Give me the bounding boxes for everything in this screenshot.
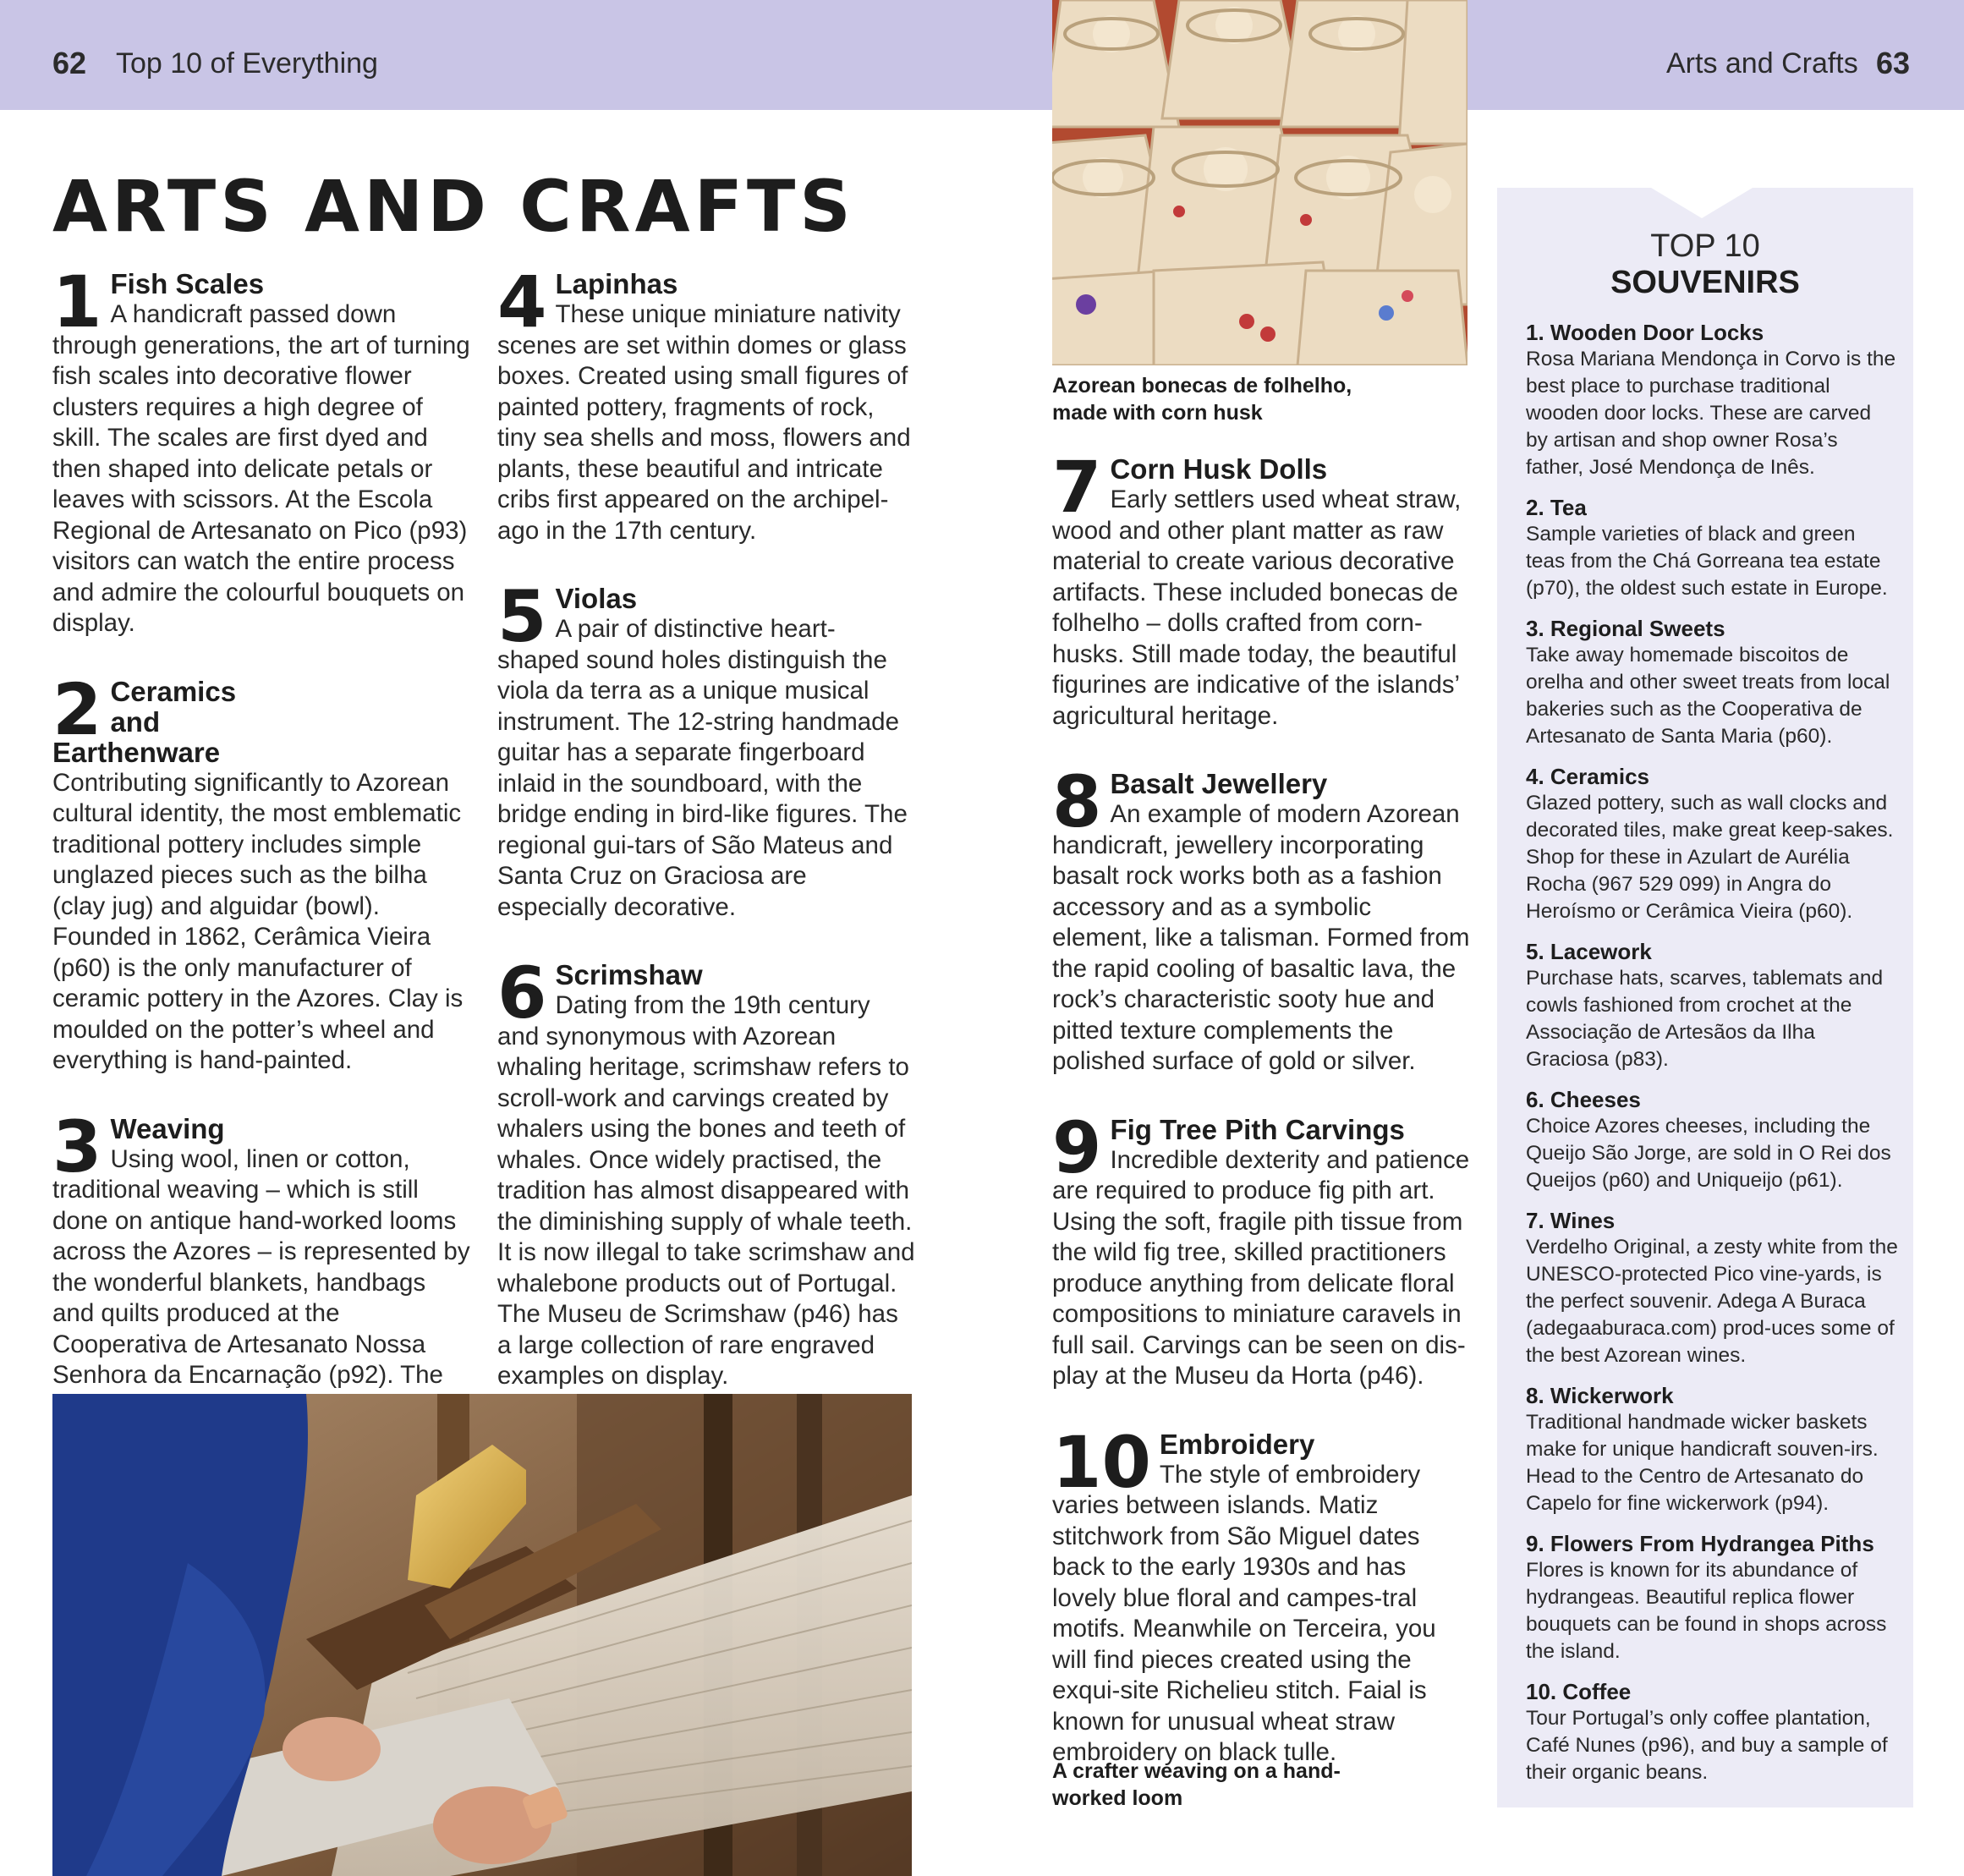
page-title: ARTS AND CRAFTS [52, 165, 855, 248]
entry-number: 8 [1052, 760, 1102, 843]
entry-title: Embroidery [1159, 1428, 1315, 1460]
entry-body: Dating from the 19th century and synonymous with Azorean whaling heritage, scrimshaw refers to scroll-work and carvings created by whalers using the bones and teeth of whales. Once widely practised, the tradition has almost disappeared with the diminishing supply of whale teeth. It is now illegal to take scrimshaw and whalebone products out of Portugal. The Museu de Scrimshaw (p46) has a large collection of rare engraved examples on display. [497, 991, 915, 1390]
loom-caption: A crafter weaving on a hand-worked loom [1052, 1759, 1341, 1810]
entry-number: 3 [52, 1105, 102, 1188]
list-item-body: Rosa Mariana Mendonça in Corvo is the best place to purchase traditional wooden door locks. These are carved by artisan and shop owner Rosa’s father, José Mendonça de Inês. [1526, 348, 1896, 479]
entry-number: 2 [52, 667, 102, 751]
entry-body: Contributing significantly to Azorean cultural identity, the most emblematic traditional pottery includes simple unglazed pieces such as the bilha (clay jug) and alguidar (bowl). Founded in 1862, Cerâmica Vieira (p60) is the only manufacturer of ceramic pottery in the Azores. Clay is moulded on the potter’s wheel and everything is hand-painted. [52, 768, 464, 1074]
list-item-title: 5. Lacework [1526, 939, 1652, 964]
entry-embroidery [1052, 1420, 1471, 1769]
entry-number: 6 [497, 952, 547, 1034]
list-item [1526, 939, 1898, 1073]
entry-ceramics [52, 667, 471, 1077]
list-item-body: Purchase hats, scarves, tablemats and cowls fashioned from crochet at the Associação de Artesãos da Ilha Graciosa (p83). [1526, 967, 1884, 1071]
sidebar-kicker: TOP 10 [1650, 228, 1760, 264]
entry-title: Basalt Jewellery [1110, 768, 1328, 799]
right-page-number: 63 [1876, 46, 1911, 80]
column-2 [497, 261, 916, 1429]
list-item [1526, 616, 1898, 750]
entry-body: The style of embroidery varies between islands. Matiz stitchwork from São Miguel dates back to the early 1930s and has lovely blue floral and campes-tral motifs. Meanwhile on Terceira, you will find pieces created using the exqui-site Richelieu stitch. Faial is known for unusual wheat straw embroidery on black tulle. [1052, 1460, 1436, 1766]
entry-lapinhas [497, 261, 916, 546]
souvenir-list [1526, 320, 1898, 1800]
entry-title: Weaving [110, 1112, 225, 1144]
sidebar-heading [1497, 228, 1913, 301]
list-item [1526, 495, 1898, 602]
list-item-body: Flores is known for its abundance of hydrangeas. Beautiful replica flower bouquets can be found in shops across the island. [1526, 1559, 1887, 1663]
entry-number: 9 [1052, 1105, 1102, 1189]
list-item-title: 7. Wines [1526, 1208, 1616, 1233]
list-item-body: Traditional handmade wicker baskets make for unique handicraft souven-irs. Head to the Centro de Artesanato do Capelo for fine wickerwork (p94). [1526, 1411, 1879, 1515]
column-3 [1052, 446, 1471, 1806]
list-item [1526, 1383, 1898, 1517]
list-item [1526, 1087, 1898, 1194]
entry-title: Scrimshaw [555, 959, 703, 990]
entry-body: Early settlers used wheat straw, wood and other plant matter as raw material to create various decorative artifacts. These included bonecas de folhelho – dolls crafted from corn-husks. Still made today, the beautiful figurines are indicative of the islands’ agricultural heritage. [1052, 485, 1462, 730]
entry-number: 10 [1052, 1420, 1151, 1504]
list-item-body: Verdelho Original, a zesty white from the UNESCO-protected Pico vine-yards, is the perfect souvenir. Adega A Buraca (adegaaburaca.com) prod-uces some of the best Azorean wines. [1526, 1236, 1898, 1367]
list-item [1526, 1679, 1898, 1786]
list-item-title: 6. Cheeses [1526, 1087, 1641, 1112]
list-item-title: 3. Regional Sweets [1526, 616, 1725, 641]
list-item-title: 1. Wooden Door Locks [1526, 320, 1764, 345]
list-item-title: 9. Flowers From Hydrangea Piths [1526, 1531, 1874, 1556]
entry-title: Corn Husk Dolls [1110, 453, 1328, 485]
entry-title: Violas [555, 583, 638, 614]
entry-title: Fig Tree Pith Carvings [1110, 1113, 1405, 1145]
entry-scrimshaw [497, 952, 916, 1392]
list-item-title: 10. Coffee [1526, 1679, 1632, 1704]
entry-corn-husk-dolls [1052, 446, 1471, 732]
entry-body: A handicraft passed down through generations, the art of turning fish scales into decorative flower clusters requires a high degree of skill. The scales are first dyed and then shaped into delicate petals or leaves with scissors. At the Escola Regional de Artesanato on Pico (p93) visitors can watch the entire process and admire the colourful bouquets on display. [52, 300, 470, 637]
list-item [1526, 1208, 1898, 1369]
entry-body: Incredible dexterity and patience are required to produce fig pith art. Using the soft, fragile pith tissue from the wild fig tree, skilled practitioners produce anything from delicate floral compositions to miniature caravels in full sail. Carvings can be seen on dis-play at the Museu da Horta (p46). [1052, 1145, 1470, 1390]
sidebar-notch [1651, 188, 1753, 218]
list-item-body: Take away homemade biscoitos de orelha and other sweet treats from local bakeries such as the Cooperativa de Artesanato de Santa Maria (p60). [1526, 644, 1890, 748]
entry-fig-tree-pith [1052, 1105, 1471, 1392]
list-item-title: 2. Tea [1526, 495, 1587, 520]
sidebar-title: SOUVENIRS [1610, 265, 1800, 300]
entry-number: 4 [497, 261, 547, 343]
entry-violas [497, 575, 916, 923]
list-item-body: Sample varieties of black and green teas from the Chá Gorreana tea estate (p70), the oldest such estate in Europe. [1526, 523, 1888, 600]
entry-body: An example of modern Azorean handicraft, jewellery incorporating basalt rock works both as a fashion accessory and as a symbolic element, like a talisman. Formed from the rapid cooling of basaltic lava, the rock’s characteristic sooty hue and pitted texture complements the polished surface of gold or silver. [1052, 800, 1470, 1075]
entry-body: Using wool, linen or cotton, traditional weaving – which is still done on antique hand-worked looms across the Azores – is represented by the wonderful blankets, handbags and quilts produced at the Cooperativa de Artesanato Nossa Senhora da Encarnação (p92). The [52, 1144, 470, 1389]
left-page-number: 62 [52, 46, 87, 80]
entry-title: Fish Scales [110, 268, 265, 299]
entry-fish-scales [52, 261, 471, 639]
list-item [1526, 320, 1898, 481]
entry-title: Lapinhas [555, 268, 678, 299]
list-item-title: 8. Wickerwork [1526, 1383, 1674, 1408]
right-running-head: Arts and Crafts [1666, 47, 1858, 80]
entry-number: 5 [497, 575, 547, 658]
list-item [1526, 1531, 1898, 1665]
dolls-caption: Azorean bonecas de folhelho, made with corn husk [1052, 374, 1352, 425]
list-item-body: Choice Azores cheeses, including the Queijo São Jorge, are sold in O Rei dos Queijos (p60) and Uniqueijo (p61). [1526, 1115, 1891, 1192]
list-item [1526, 764, 1898, 925]
list-item-title: 4. Ceramics [1526, 764, 1649, 789]
entry-number: 1 [52, 261, 102, 343]
entry-body: These unique miniature nativity scenes are set within domes or glass boxes. Created using small figures of painted pottery, fragments of rock, tiny sea shells and moss, flowers and plants, these beautiful and intricate cribs first appeared on the archipel-ago in the 17th century. [497, 300, 911, 545]
entry-body: A pair of distinctive heart-shaped sound holes distinguish the viola da terra as a unique musical instrument. The 12-string handmade guitar has a separate fingerboard inlaid in the soundboard, with the bridge ending in bird-like figures. The regional gui-tars of São Mateus and Santa Cruz on Graciosa are especially decorative. [497, 615, 908, 921]
entry-number: 7 [1052, 446, 1102, 529]
list-item-body: Glazed pottery, such as wall clocks and decorated tiles, make great keep-sakes. Shop for these in Azulart de Aurélia Rocha (967 529 099) in Angra do Heroísmo or Cerâmica Vieira (p60). [1526, 792, 1894, 923]
list-item-body: Tour Portugal’s only coffee plantation, Café Nunes (p96), and buy a sample of their organic beans. [1526, 1707, 1888, 1784]
entry-title: Ceramics and Earthenware [52, 675, 237, 768]
loom-photo [52, 1394, 912, 1876]
entry-basalt-jewellery [1052, 760, 1471, 1078]
left-running-head: Top 10 of Everything [116, 47, 378, 80]
corn-husk-dolls-photo [1052, 0, 1468, 365]
column-1 [52, 261, 471, 1521]
